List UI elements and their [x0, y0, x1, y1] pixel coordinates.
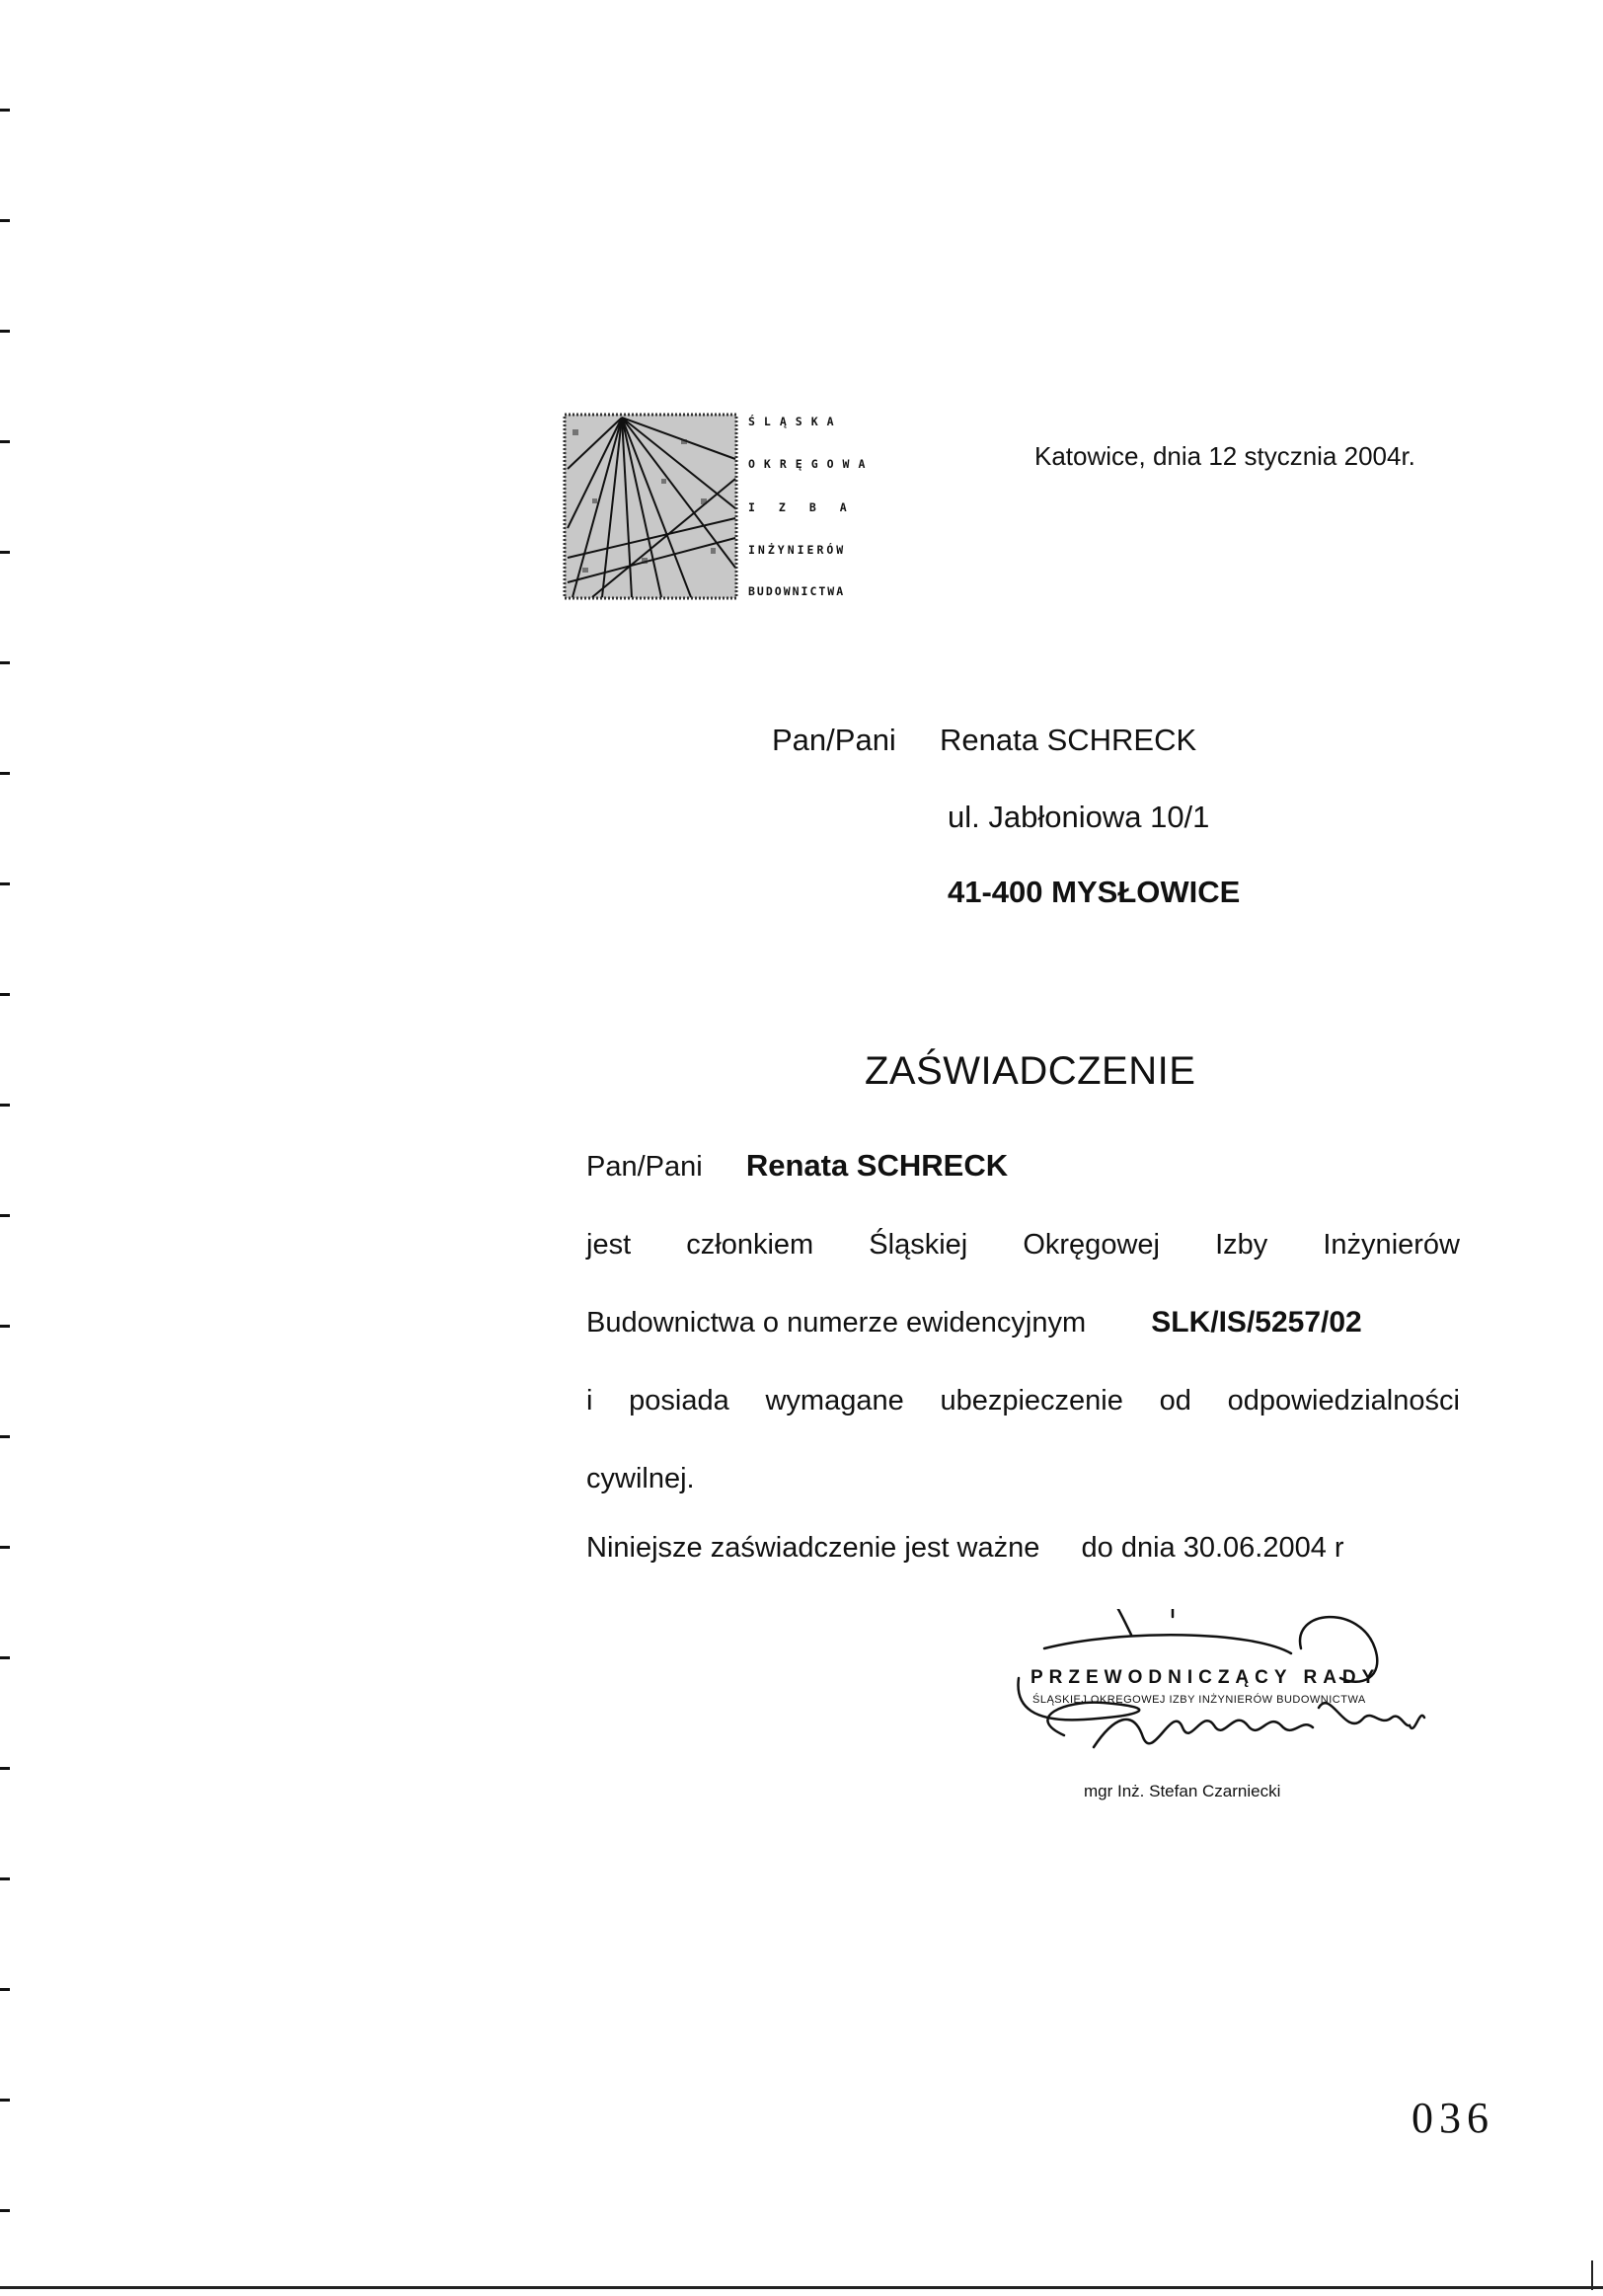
word: posiada — [629, 1385, 729, 1416]
scan-edge-mark — [0, 109, 10, 112]
certificate-line-1 — [586, 1229, 1460, 1262]
word: ubezpieczenie — [940, 1385, 1123, 1416]
recipient-salutation: Pan/Pani — [772, 723, 896, 757]
scan-edge-mark — [0, 2209, 10, 2212]
scan-edge-mark — [0, 2099, 10, 2102]
scan-edge-mark — [0, 219, 10, 222]
scan-edge-mark — [0, 551, 10, 554]
word: jest — [586, 1229, 632, 1261]
signer-name: mgr Inż. Stefan Czarniecki — [1084, 1782, 1281, 1800]
scan-edge-mark — [0, 1767, 10, 1770]
logo-line: OKRĘGOWA — [748, 457, 875, 471]
recipient-city: 41-400 MYSŁOWICE — [948, 875, 1241, 909]
signature-block — [1005, 1609, 1459, 1806]
page-number: 036 — [1412, 2094, 1494, 2142]
word: od — [1159, 1385, 1191, 1416]
logo-line: BUDOWNICTWA — [748, 584, 846, 598]
word: Okręgowej — [1023, 1229, 1160, 1261]
certificate-addressee — [586, 1148, 1008, 1184]
certificate-name: Renata SCHRECK — [745, 1148, 1009, 1183]
certificate-line-2 — [586, 1306, 1362, 1339]
chamber-logo — [563, 410, 918, 607]
certificate-line-4: cywilnej. — [586, 1463, 695, 1494]
validity-text: Niniejsze zaświadczenie jest ważne — [586, 1532, 1040, 1564]
certificate-salutation: Pan/Pani — [586, 1151, 703, 1183]
word: Śląskiej — [869, 1229, 968, 1261]
scan-edge-mark — [0, 1546, 10, 1549]
scan-right-rule — [1591, 2260, 1593, 2290]
word: Inżynierów — [1323, 1229, 1460, 1261]
chamber-emblem-icon — [563, 410, 738, 602]
certificate-line-3 — [586, 1385, 1460, 1417]
scan-edge-mark — [0, 1877, 10, 1880]
word: członkiem — [686, 1229, 814, 1261]
stamp-subtitle: ŚLĄSKIEJ OKRĘGOWEJ IZBY INŻYNIERÓW BUDOWNICTWA — [1032, 1694, 1366, 1706]
word: i — [586, 1385, 593, 1416]
scan-bottom-rule — [0, 2286, 1603, 2289]
scan-edge-mark — [0, 1656, 10, 1659]
stamp-title: PRZEWODNICZĄCY RADY — [1030, 1667, 1381, 1688]
logo-line: IZBA — [748, 500, 871, 514]
place-date: Katowice, dnia 12 stycznia 2004r. — [1034, 441, 1415, 471]
scan-edge-mark — [0, 1988, 10, 1991]
recipient-street: ul. Jabłoniowa 10/1 — [948, 800, 1210, 834]
scan-edge-mark — [0, 330, 10, 333]
document-title: ZAŚWIADCZENIE — [865, 1049, 1196, 1093]
scan-edge-mark — [0, 882, 10, 885]
membership-text: Budownictwa o numerze ewidencyjnym — [586, 1307, 1087, 1339]
validity-date: do dnia 30.06.2004 r — [1081, 1532, 1344, 1564]
handwritten-signature-icon — [1005, 1609, 1459, 1777]
validity-line — [586, 1532, 1344, 1565]
scan-edge-mark — [0, 440, 10, 443]
member-number: SLK/IS/5257/02 — [1151, 1306, 1362, 1339]
word: Izby — [1215, 1229, 1268, 1261]
scan-edge-mark — [0, 1435, 10, 1438]
scan-edge-mark — [0, 772, 10, 775]
scan-edge-mark — [0, 1214, 10, 1217]
logo-line: ŚLĄSKA — [748, 415, 843, 428]
scan-edge-mark — [0, 661, 10, 664]
word: odpowiedzialności — [1227, 1385, 1460, 1416]
scan-edge-mark — [0, 1325, 10, 1328]
scan-edge-mark — [0, 993, 10, 996]
logo-line: INŻYNIERÓW — [748, 543, 847, 557]
word: wymagane — [765, 1385, 904, 1416]
scan-edge-mark — [0, 1104, 10, 1107]
recipient-name: Renata SCHRECK — [940, 723, 1197, 757]
